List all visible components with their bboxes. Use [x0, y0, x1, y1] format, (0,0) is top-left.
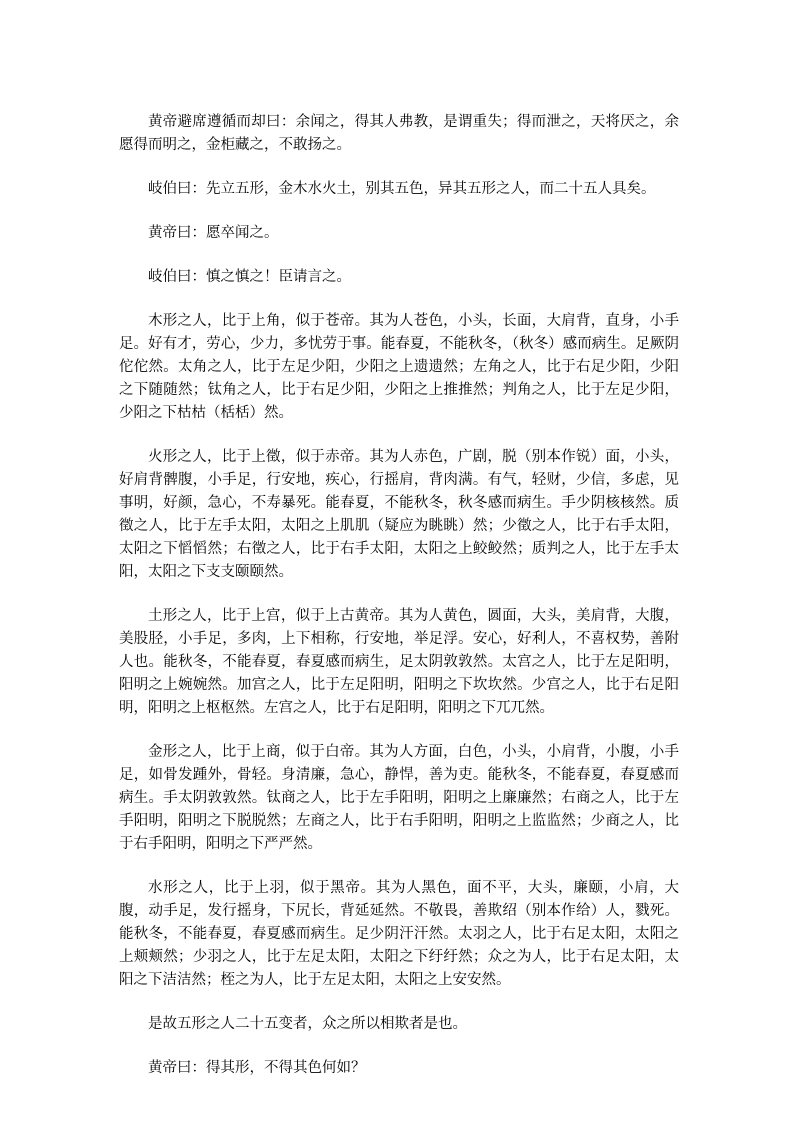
paragraph-huangdi-retreat: 黄帝避席遵循而却曰：余闻之，得其人弗教，是谓重失；得而泄之，天将厌之，余愿得而明之，金柜藏之，不敢扬之。 — [119, 114, 679, 153]
paragraph-water-type: 水形之人，比于上羽，似于黑帝。其为人黑色，面不平，大头，廉颐，小肩，大腹，动手足，发行摇身，下尻长，背延延然。不敬畏，善欺绍（别本作给）人，戮死。能秋冬，不能春夏，春夏感而病生。足少阴汗汗然。太羽之人，比于右足太阳，太阳之上颊颊然；少羽之人，比于左足太阳，太阳之下纡纡然；众之为人，比于右足太阳，太阳之下洁洁然；桎之为人，比于左足太阳，太阳之上安安然。 — [119, 880, 679, 988]
paragraph-qibo-five-forms: 岐伯曰：先立五形，金木水火土，别其五色，异其五形之人，而二十五人具矣。 — [148, 181, 656, 197]
paragraph-twenty-five-variants: 是故五形之人二十五变者，众之所以相欺者是也。 — [148, 1016, 467, 1032]
paragraph-fire-type: 火形之人，比于上徵，似于赤帝。其为人赤色，广剧，脱（别本作锐）面，小头，好肩背髀腹，小手足，行安地，疾心，行摇肩，背肉满。有气，轻财，少信，多虑，见事明，好颜，急心，不寿暴死。能春夏，不能秋冬，秋冬感而病生。手少阴核核然。质徵之人，比于左手太阳，太阳之上肌肌（疑应为眺眺）然；少徵之人，比于右手太阳，太阳之下慆慆然；右徵之人，比于右手太阳，太阳之上鲛鲛然；质判之人，比于左手太阳，太阳之下支支颐颐然。 — [119, 449, 679, 580]
paragraph-huangdi-question: 黄帝曰：得其形，不得其色何如？ — [148, 1060, 366, 1076]
paragraph-metal-type: 金形之人，比于上商，似于白帝。其为人方面，白色，小头，小肩背，小腹，小手足，如骨发踵外，骨轻。身清廉，急心，静悍，善为吏。能秋冬，不能春夏，春夏感而病生。手太阴敦敦然。钛商之人，比于左手阳明，阳明之上廉廉然；右商之人，比于左手阳明，阳明之下脱脱然；左商之人，比于右手阳明，阳明之上监监然；少商之人，比于右手阳明，阳明之下严严然。 — [119, 744, 679, 852]
paragraph-qibo-caution: 岐伯曰：慎之慎之！臣请言之。 — [148, 269, 351, 285]
paragraph-huangdi-wish: 黄帝曰：愿卒闻之。 — [148, 225, 279, 241]
paragraph-earth-type: 土形之人，比于上宫，似于上古黄帝。其为人黄色，圆面，大头，美肩背，大腹，美股胫，小手足，多肉，上下相称，行安地，举足浮。安心，好利人，不喜权势，善附人也。能秋冬，不能春夏，春夏感而病生，足太阴敦敦然。太宫之人，比于左足阳明，阳明之上婉婉然。加宫之人，比于左足阳明，阳明之下坎坎然。少宫之人，比于右足阳明，阳明之上枢枢然。左宫之人，比于右足阳明，阳明之下兀兀然。 — [119, 608, 679, 716]
document-page — [119, 111, 679, 1101]
paragraph-wood-type: 木形之人，比于上角，似于苍帝。其为人苍色，小头，长面，大肩背，直身，小手足。好有才，劳心，少力，多忧劳于事。能春夏，不能秋冬，（秋冬）感而病生。足厥阴佗佗然。太角之人，比于左足少阳，少阳之上遗遗然；左角之人，比于右足少阳，少阳之下随随然；钛角之人，比于右足少阳，少阳之上推推然；判角之人，比于左足少阳，少阳之下枯枯（栝栝）然。 — [119, 313, 679, 421]
